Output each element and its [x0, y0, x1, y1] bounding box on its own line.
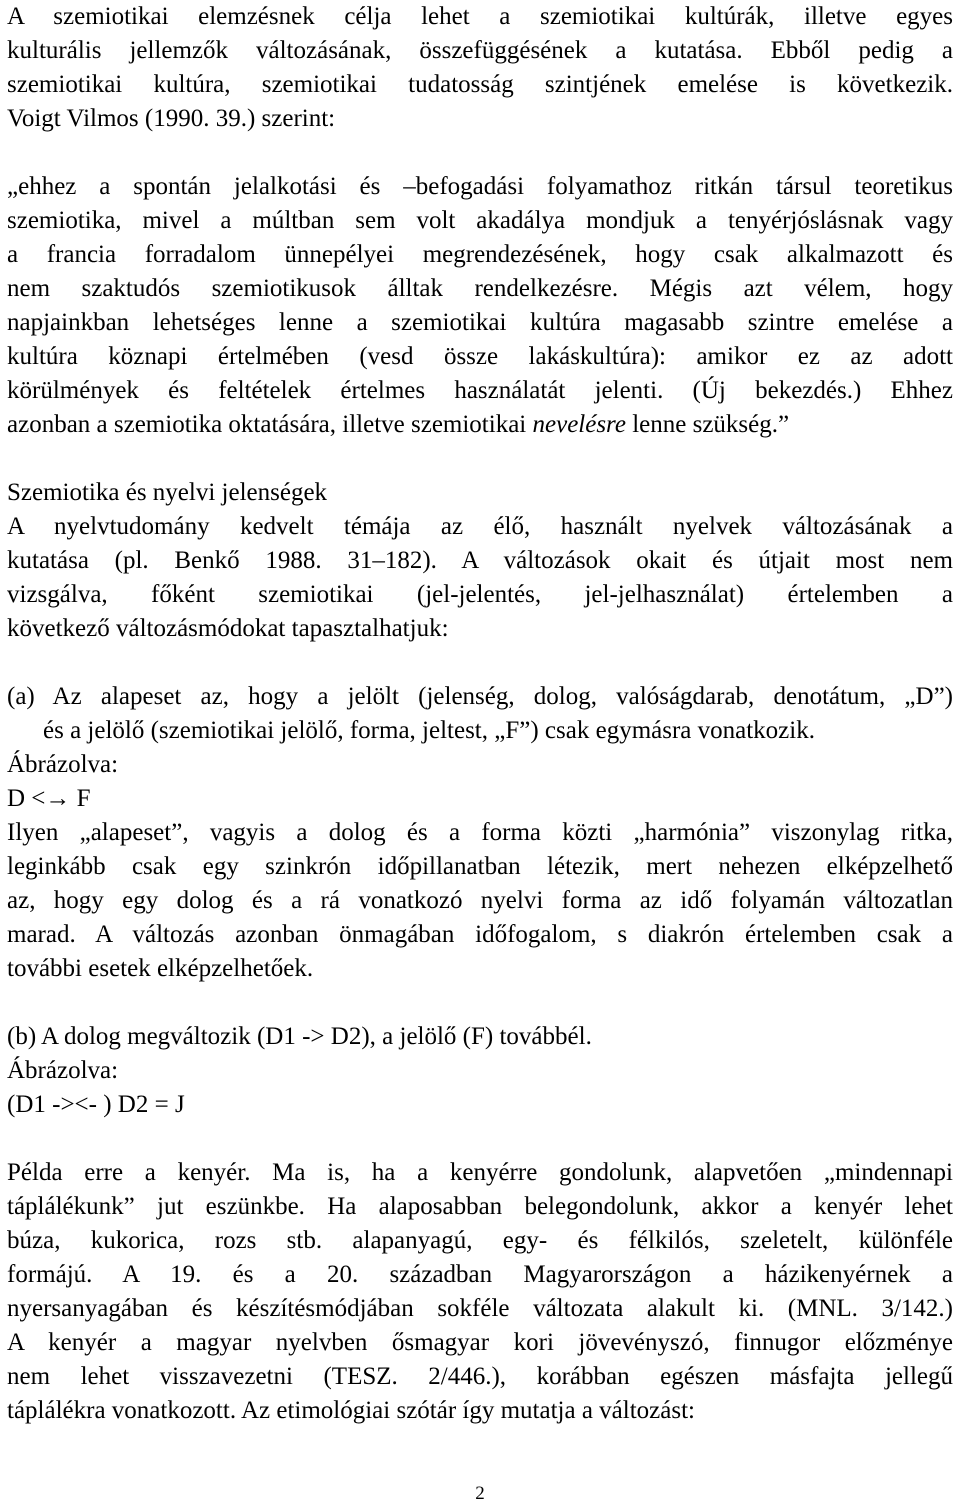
- list-item-b: [7, 1020, 953, 1122]
- text-line: Példa erre a kenyér. Ma is, ha a kenyérre gondolunk, alapvetően „mindennapi: [7, 1159, 953, 1186]
- text-line: A kenyér a magyar nyelvben ősmagyar kori jövevényszó, finnugor előzménye: [7, 1329, 953, 1356]
- text-line: kutatása (pl. Benkő 1988. 31–182). A változások okait és útjait most nem: [7, 547, 953, 574]
- text-line: táplálékra vonatkozott. Az etimológiai szótár így mutatja a változást:: [7, 1397, 695, 1424]
- paragraph-linguistics: [7, 510, 953, 646]
- text-line: vizsgálva, főként szemiotikai (jel-jelentés, jel-jelhasználat) értelemben a: [7, 581, 953, 608]
- text-line: a francia forradalom ünnepélyei megrendezésének, hogy csak alkalmazott és: [7, 241, 953, 268]
- text-line: körülmények és feltételek értelmes használatát jelenti. (Új bekezdés.) Ehhez: [7, 377, 953, 404]
- text-line: Ilyen „alapeset”, vagyis a dolog és a forma közti „harmónia” viszonylag ritka,: [7, 819, 953, 846]
- text-line: nem szaktudós szemiotikusok álltak rendelkezésre. Mégis azt vélem, hogy: [7, 275, 953, 302]
- text-line: kulturális jellemzők változásának, összefüggésének a kutatása. Ebből pedig a: [7, 37, 953, 64]
- text-line: napjainkban lehetséges lenne a szemiotikai kultúra magasabb szintre emelése a: [7, 309, 953, 336]
- paragraph-intro: [7, 0, 953, 136]
- list-item-a: [7, 680, 953, 816]
- formula: D <→ F: [7, 785, 91, 812]
- text-line: kultúra köznapi értelmében (vesd össze lakáskultúra): amikor ez az adott: [7, 343, 953, 370]
- text-line: további esetek elképzelhetőek.: [7, 955, 314, 982]
- text-line: A nyelvtudomány kedvelt témája az élő, használt nyelvek változásának a: [7, 513, 953, 540]
- text-line: táplálékunk” jut eszünkbe. Ha alaposabban belegondolunk, akkor a kenyér lehet: [7, 1193, 953, 1220]
- depiction-label: Ábrázolva:: [7, 1057, 119, 1084]
- text-line: következő változásmódokat tapasztalhatjuk:: [7, 615, 449, 642]
- text-line: „ehhez a spontán jelalkotási és –befogadási folyamathoz ritkán társul teoretikus: [7, 173, 953, 200]
- text-line: búza, kukorica, rozs stb. alapanyagú, egy- és félkilós, szeletelt, különféle: [7, 1227, 953, 1254]
- text-line: leginkább csak egy szinkrón időpillanatban létezik, mert nehezen elképzelhető: [7, 853, 953, 880]
- text-line: szemiotikai kultúra, szemiotikai tudatosság szintjének emelése is következik.: [7, 71, 953, 98]
- text-line: nyersanyagában és készítésmódjában sokféle változata alakult ki. (MNL. 3/142.): [7, 1295, 953, 1322]
- text-line: A szemiotikai elemzésnek célja lehet a szemiotikai kultúrák, illetve egyes: [7, 3, 953, 30]
- text-line: marad. A változás azonban önmagában időfogalom, s diakrón értelemben csak a: [7, 921, 953, 948]
- paragraph-bread: [7, 1156, 953, 1428]
- text-line: az, hogy egy dolog és a rá vonatkozó nyelvi forma az idő folyamán változatlan: [7, 887, 953, 914]
- section-heading: Szemiotika és nyelvi jelenségek: [7, 479, 328, 506]
- text-line: (b) A dolog megváltozik (D1 -> D2), a jelölő (F) továbbél.: [7, 1023, 592, 1050]
- text-line: szemiotika, mivel a múltban sem volt akadálya mondjuk a tenyérjóslásnak vagy: [7, 207, 953, 234]
- text-line: azonban a szemiotika oktatására, illetve szemiotikai nevelésre lenne szükség.”: [7, 411, 790, 438]
- text-line: nem lehet visszavezetni (TESZ. 2/446.), korábban egészen másfajta jellegű: [7, 1363, 953, 1390]
- text-line: formájú. A 19. és a 20. században Magyarországon a házikenyérnek a: [7, 1261, 953, 1288]
- page-number: 2: [475, 1483, 485, 1504]
- text-line: (a) Az alapeset az, hogy a jelölt (jelenség, dolog, valóságdarab, denotátum, „D”): [7, 683, 953, 710]
- formula: (D1 -><- ) D2 = J: [7, 1091, 185, 1118]
- text-line: Voigt Vilmos (1990. 39.) szerint:: [7, 105, 336, 132]
- italic-term: nevelésre: [532, 411, 626, 438]
- arrow-right-icon: →: [45, 785, 71, 812]
- block-quote: [7, 170, 953, 442]
- document-page: [7, 0, 953, 1428]
- paragraph-basecase: [7, 816, 953, 986]
- text-line: és a jelölő (szemiotikai jelölő, forma, jeltest, „F”) csak egymásra vonatkozik.: [43, 717, 815, 744]
- depiction-label: Ábrázolva:: [7, 751, 119, 778]
